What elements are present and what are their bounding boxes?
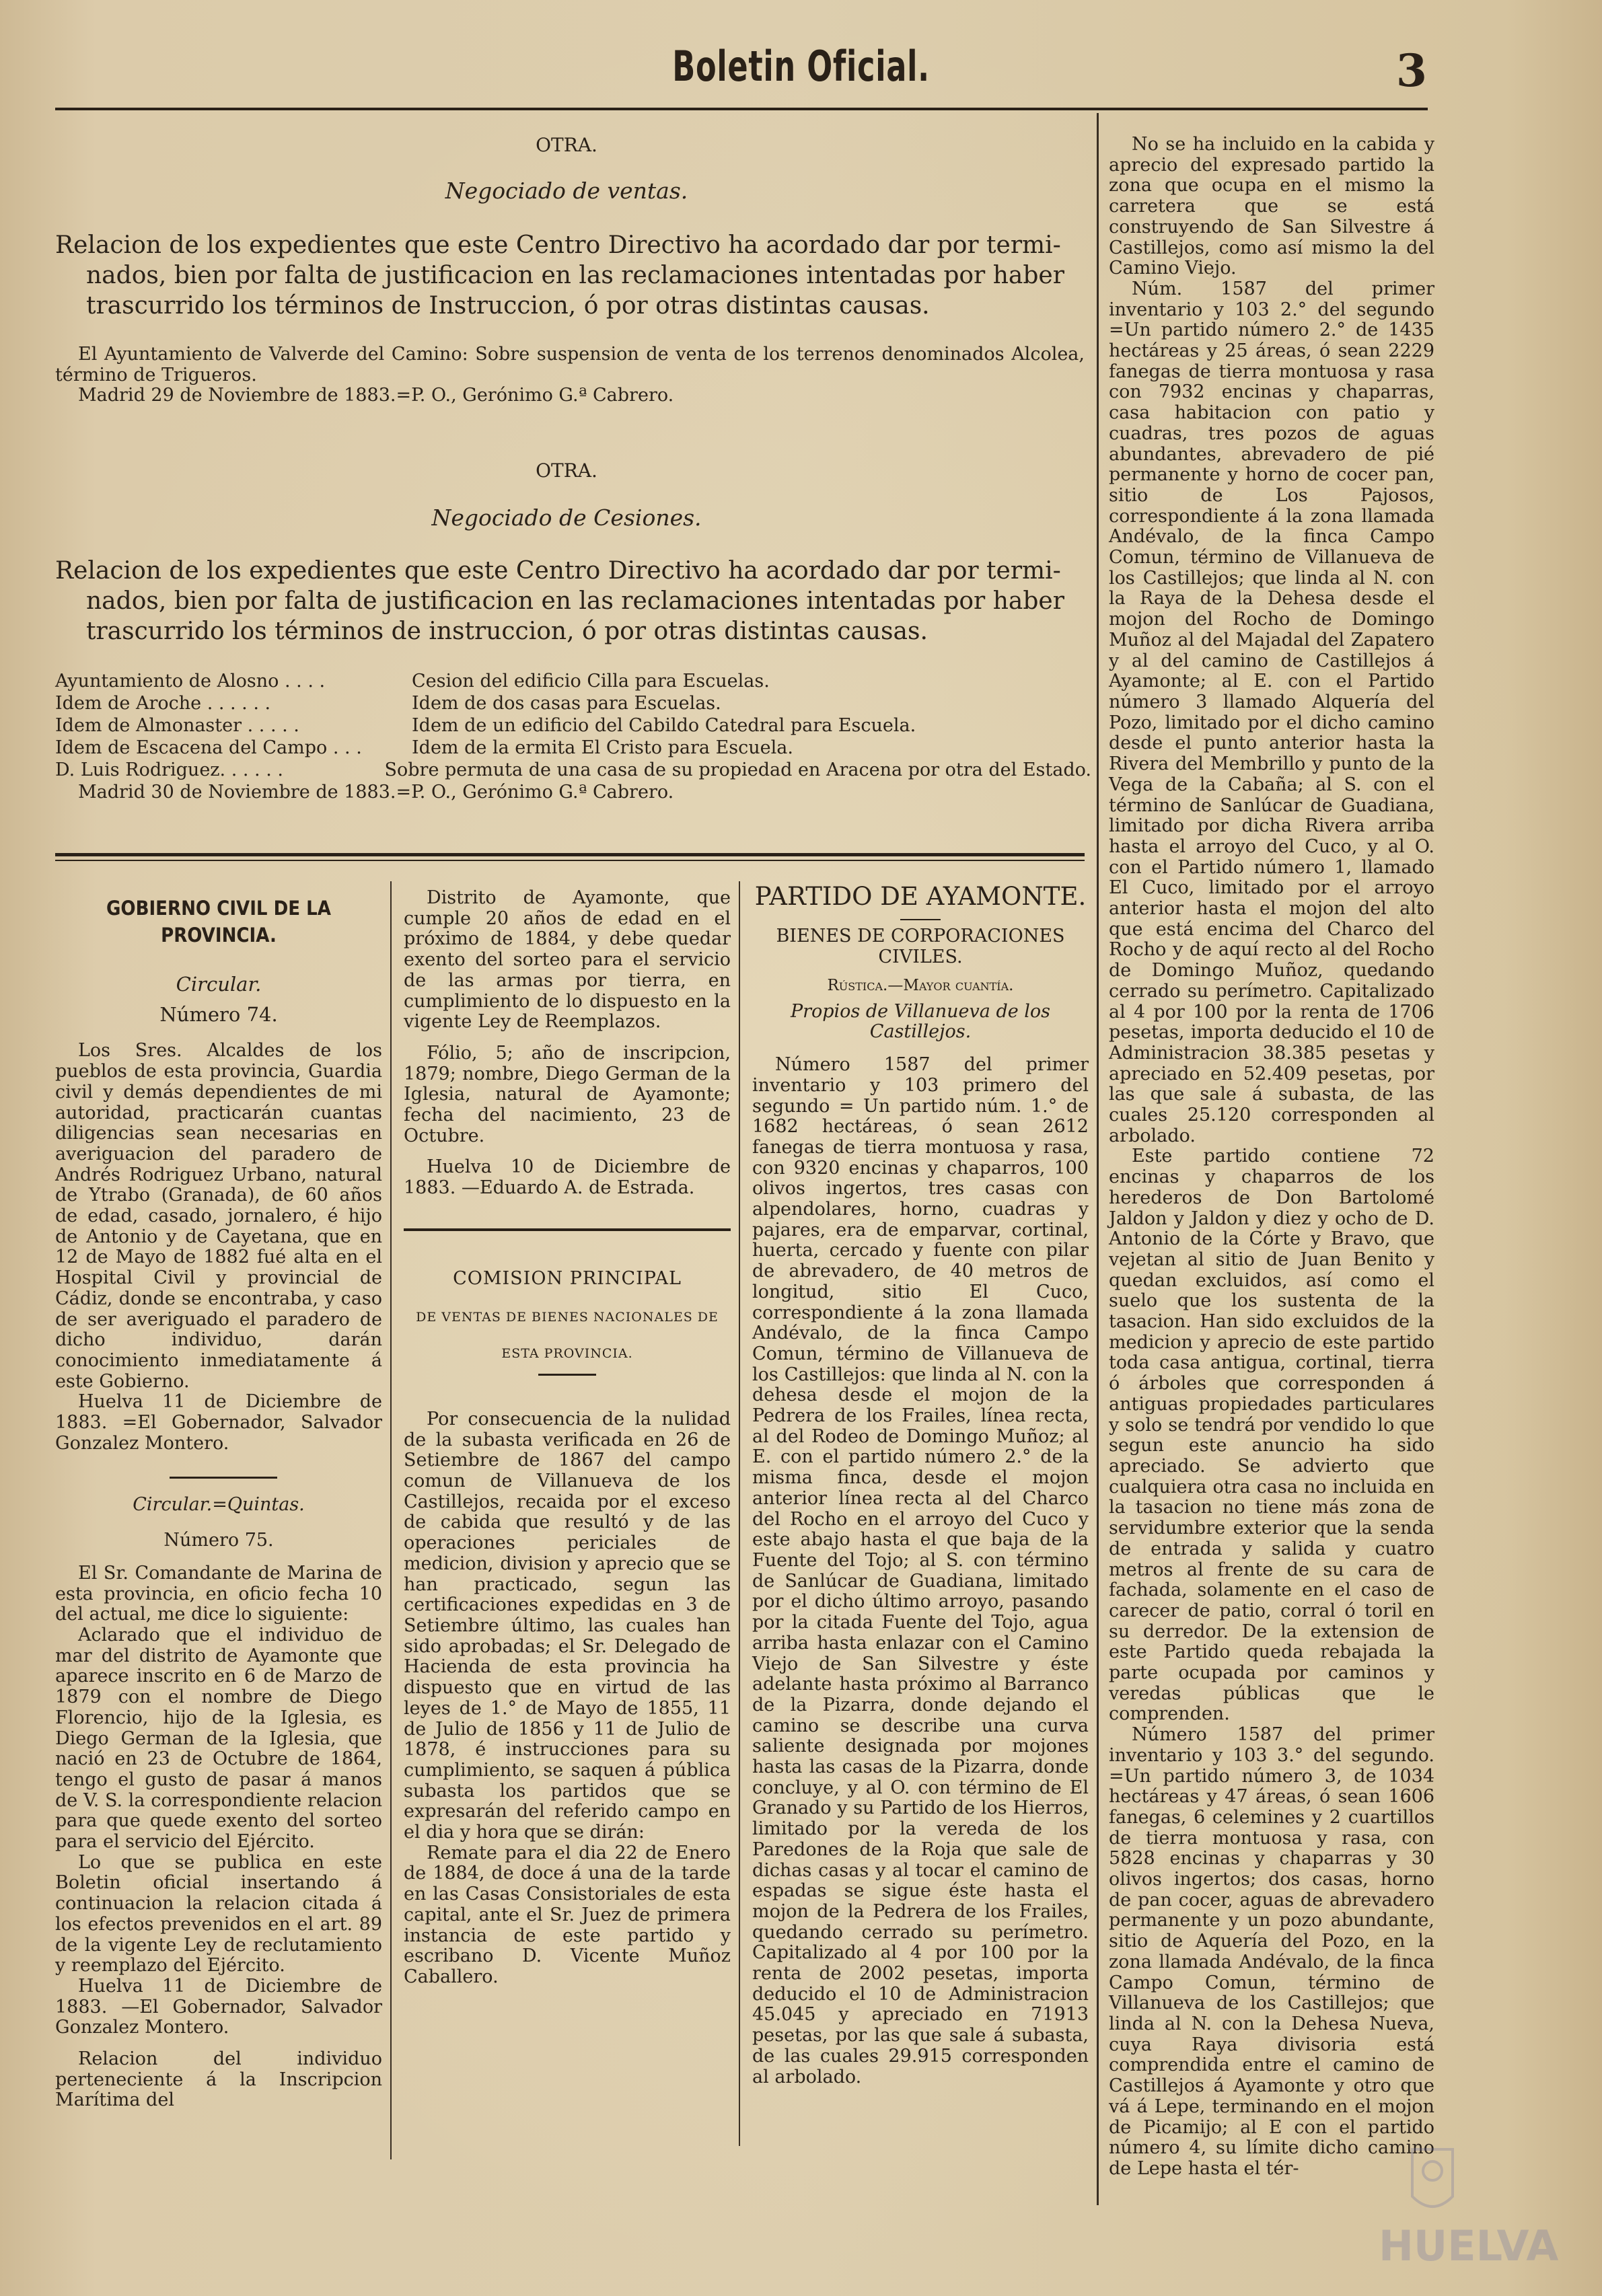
paragraph: Por consecuencia de la nulidad de la subasta verificada en 26 de Setiembre de 1867 del campo comun de Villanueva de los Castillejos, recaida por el exceso de cabida que resultó y de las operaciones periciales de medicion, division y aprecio que se han practicado, segun las certificaciones expedidas en 3 de Setiembre último, las cuales han sido aprobadas; el Sr. Delegado de Hacienda de esta provincia ha dispuesto que en virtud de las leyes de 1.° de Mayo de 1855, 11 de Julio de 1856 y 11 de Julio de 1878, é instrucciones para su cumplimiento, se saquen á pública subasta los partidos que se expresarán del referido campo en el dia y hora que se dirán: <box>404 1408 731 1843</box>
row-desc: Idem de dos casas para Escuelas. <box>412 693 721 714</box>
row-desc: Sobre permuta de una casa de su propiedad en Aracena por otra del Estado. <box>384 760 1091 780</box>
propios-label: Propios de Villanueva de los Castillejos. <box>790 1000 1051 1043</box>
signature-line: Huelva 11 de Diciembre de 1883. —El Gobernador, Salvador Gonzalez Montero. <box>55 1975 382 2038</box>
paragraph: Distrito de Ayamonte, que cumple 20 años de edad en el próximo de 1884, y debe quedar exento del sorteo para el servicio de las armas por tierra, en cumplimiento de lo dispuesto en la vigente Ley de Reemplazos. <box>404 887 731 1033</box>
column-rule <box>1097 113 1099 2205</box>
table-row <box>55 714 1091 737</box>
entry-valverde <box>55 344 1085 406</box>
paragraph: Número 1587 del primer inventario y 103 primero del segundo = Un partido núm. 1.° de 1682 hectáreas, ó sean 2612 fanegas de tierra montuosa y rasa, con 9320 encinas y chaparros, 100 olivos ingertos, tres casas con alpendolares, horno, cuadras y pajares, era de emparvar, cortinal, huerta, cercado y fuente con pilar de abrevadero, de 40 metros de longitud, sitio El Cuco, correspondiente á la zona llamada Andévalo, de la finca Campo Comun, término de Villanueva de los Castillejos: que linda al N. con la dehesa desde el mojon de la Pedrera de los Frailes, línea recta, al del Rodeo de Domingo Muñoz; al E. con el partido número 2.° de la misma finca, desde el mojon anterior línea recta al del Charco del Rocho en el arroyo del Cuco y este abajo hasta el que baja de la Fuente del Tojo; al S. con término de Sanlúcar de Guadiana, limitado por el dicho último arroyo, pasando por la citada Fuente del Tojo, agua arriba hasta enlazar con el Camino Viejo de San Silvestre y éste adelante hasta próximo al Barranco de la Pizarra, donde dejando el camino se describe una curva saliente designada por mojones hasta las casas de la Pizarra, donde concluye, y al O. con término de El Granado y su Partido de los Hierros, limitado por la vereda de los Paredones de la Roja que sale de dichas casas y al tocar el camino de espadas se sigue éste hasta el mojon de la Pedrera de los Frailes, quedando cerrado su perímetro. Capitalizado al 4 por 100 por la renta de 2002 pesetas, importa deducido el 10 de Administracion 45.045 y apreciado en 71913 pesetas, por las que sale á subasta, de las cuales 29.915 corresponden al arbolado. <box>752 1054 1089 2087</box>
relacion-line: Relacion de los expedientes que este Centro Directivo ha acordado dar por termi- <box>55 231 1061 259</box>
numero-75: Número 75. <box>163 1530 274 1551</box>
negociado-cesiones: Negociado de Cesiones. <box>431 505 702 531</box>
paragraph: Número 1587 del primer inventario y 103 3.° del segundo. =Un partido número 3, de 1034 hectáreas y 47 áreas, ó sean 1606 fanegas, 6 celemines y 2 cuartillos de tierra montuosa y rasa, con 5828 encinas y chaparras y 30 olivos ingertos; dos casas, horno de pan cocer, aguas de abrevadero permanente y un pozo abundante, sitio de Aquería del Pozo, en la zona llamada Andévalo, de la finca Campo Comun, término de Villanueva de los Castillejos; que linda al N. con la Dehesa Nueva, cuya Raya divisoria está comprendida entre el camino de Castillejos á Ayamonte y otro que vá á Lepe, terminando en el mojon de Picamijo; al E con el partido número 4, su límite dicho camino de Lepe hasta el tér- <box>1109 1724 1434 2179</box>
short-rule <box>538 1374 596 1376</box>
relacion-line: Relacion de los expedientes que este Centro Directivo ha acordado dar por termi- <box>55 557 1061 585</box>
paragraph: El Sr. Comandante de Marina de esta provincia, en oficio fecha 10 del actual, me dice lo siguiente: <box>55 1562 382 1625</box>
page-header <box>0 42 1602 102</box>
library-seal-watermark <box>1372 2136 1574 2277</box>
column-rule <box>390 881 392 2159</box>
paragraph: No se ha incluido en la cabida y aprecio del expresado partido la zona que ocupa en el mismo la carretera que se está construyendo de San Silvestre á Castillejos, como así mismo la del Camino Viejo. <box>1109 134 1434 279</box>
paragraph: Lo que se publica en este Boletin oficial insertando á continuacion la relacion citada á los efectos prevenidos en el art. 89 de la vigente Ley de reclutamiento y reemplazo del Ejército. <box>55 1851 382 1976</box>
relacion-cesiones <box>55 556 1091 646</box>
relacion-line: nados, bien por falta de justificacion en las reclamaciones intentadas por haber <box>86 587 1064 615</box>
otra-heading-1: OTRA. <box>536 134 597 156</box>
row-name: Idem de Escacena del Campo . . . <box>55 737 362 758</box>
row-name: D. Luis Rodriguez. . . . . . <box>55 760 283 780</box>
signature-text: Madrid 30 de Noviembre de 1883.=P. O., Gerónimo G.ª Cabrero. <box>78 782 674 803</box>
numero-74: Número 74. <box>159 1002 278 1026</box>
provincia-heading: ESTA PROVINCIA. <box>501 1346 633 1362</box>
column-rule <box>739 881 740 2146</box>
signature-line: Huelva 10 de Diciembre de 1883. —Eduardo A. de Estrada. <box>404 1156 731 1199</box>
table-row <box>55 759 1091 781</box>
signature-line <box>55 781 1091 803</box>
ventas-heading: DE VENTAS DE BIENES NACIONALES DE <box>416 1309 719 1325</box>
signature-line: Huelva 11 de Diciembre de 1883. =El Gobernador, Salvador Gonzalez Montero. <box>55 1391 382 1454</box>
relacion-line: trascurrido los términos de Instruccion, ó por otras distintas causas. <box>86 292 930 320</box>
section-rule <box>55 853 1085 856</box>
page-number: 3 <box>1396 44 1427 97</box>
row-name: Idem de Almonaster . . . . . <box>55 715 299 736</box>
circular-quintas: Circular.=Quintas. <box>133 1494 305 1516</box>
column-4 <box>1109 135 1434 2180</box>
paragraph: Relacion del individuo perteneciente á la Inscripcion Marítima del <box>55 2048 382 2111</box>
bienes-heading: BIENES DE CORPORACIONES CIVILES. <box>776 926 1065 967</box>
row-name: Ayuntamiento de Alosno . . . . <box>55 671 326 692</box>
entry-text: El Ayuntamiento de Valverde del Camino: Sobre suspension de venta de los terrenos denominados Alcolea, término de Trigueros. <box>55 344 1085 385</box>
column-1 <box>55 895 382 2111</box>
column-2 <box>404 888 731 1988</box>
relacion-ventas <box>55 230 1091 321</box>
header-rule <box>55 108 1428 110</box>
comision-heading: COMISION PRINCIPAL <box>453 1267 682 1289</box>
relacion-line: trascurrido los términos de instruccion, ó por otras distintas causas. <box>86 618 928 645</box>
signature-line: Madrid 29 de Noviembre de 1883.=P. O., Gerónimo G.ª Cabrero. <box>78 385 674 406</box>
table-row <box>55 692 1091 714</box>
cesiones-table <box>55 670 1091 803</box>
row-name: Idem de Aroche . . . . . . <box>55 693 271 714</box>
partido-heading: PARTIDO DE AYAMONTE. <box>754 882 1087 911</box>
row-desc: Idem de la ermita El Cristo para Escuela. <box>412 737 793 758</box>
circular-label: Circular. <box>176 973 262 996</box>
paragraph: Núm. 1587 del primer inventario y 103 2.° del segundo =Un partido número 2.° de 1435 hectáreas y 25 áreas, ó sean 2229 fanegas de tierra montuosa y rasa con 7932 encinas y chaparras, casa habitacion con patio y cuadras, tres pozos de aguas abundantes, abrevadero de pié permanente y horno de cocer pan, sitio de Los Pajosos, correspondiente á la zona llamada Andévalo, de la finca Campo Comun, término de Villanueva de los Castillejos; que linda al N. con la Raya de la Dehesa desde el mojon del Rocho de Domingo Muñoz al del Majadal del Zapatero y al del camino de Castillejos á Ayamonte; al E. con el Partido número 3 llamado Alquería del Pozo, limitado por el dicho camino desde el punto anterior hasta la Rivera del Membrillo y punto de la Vega de la Cabaña; al S. con el término de Sanlúcar de Guadiana, limitado por dicha Rivera arriba hasta el arroyo del Cuco, y al O. con el Partido número 1, llamado El Cuco, limitado por el arroyo anterior hasta el mojon del alto que está encima del Charco del Rocho y de aquí recto al del Rocho de Domingo Muñoz, quedando cerrado su perímetro. Capitalizado al 4 por 100 por la renta de 1706 pesetas, importa deducido el 10 de Administracion 38.385 pesetas y apreciado en 52.409 pesetas, por las que sale á subasta, de las cuales 25.120 corresponden al arbolado. <box>1109 278 1434 1146</box>
paragraph: Los Sres. Alcaldes de los pueblos de esta provincia, Guardia civil y demás dependientes de mi autoridad, practicarán cuantas diligencias sean necesarias en averiguacion del paradero de Andrés Rodriguez Urbano, natural de Ytrabo (Granada), de 60 años de edad, casado, jornalero, é hijo de Antonio y de Cayetana, que en 12 de Mayo de 1882 fué alta en el Hospital Civil y provincial de Cádiz, donde se encontraba, y caso de ser averiguado el paradero de dicho individuo, darán conocimiento inmediatamente á este Gobierno. <box>55 1040 382 1392</box>
table-row <box>55 670 1091 692</box>
section-rule <box>404 1228 731 1231</box>
table-row <box>55 737 1091 759</box>
negociado-ventas: Negociado de ventas. <box>445 178 688 204</box>
column-3 <box>752 881 1089 2087</box>
paragraph: Remate para el dia 22 de Enero de 1884, de doce á una de la tarde en las Casas Consistoriales de esta capital, ante el Sr. Juez de primera instancia de este partido y escribano D. Vicente Muñoz Caballero. <box>404 1842 731 1987</box>
relacion-line: nados, bien por falta de justificacion en las reclamaciones intentadas por haber <box>86 262 1064 289</box>
rustica-label: Rústica.—Mayor cuantía. <box>827 977 1014 994</box>
newspaper-title: Boletin Oficial. <box>672 42 930 91</box>
paragraph: Fólio, 5; año de inscripcion, 1879; nombre, Diego German de la Iglesia, natural de Ayamonte; fecha del nacimiento, 23 de Octubre. <box>404 1042 731 1146</box>
short-rule <box>170 1477 277 1479</box>
paragraph: Aclarado que el individuo de mar del distrito de Ayamonte que aparece inscrito en 6 de Marzo de 1879 con el nombre de Diego Florencio, hijo de la Iglesia, es Diego German de la Iglesia, que nació en 23 de Octubre de 1864, tengo el gusto de pasar á manos de V. S. la correspondiente relacion para que quede exento del sorteo para el servicio del Ejército. <box>55 1624 382 1853</box>
paragraph: Este partido contiene 72 encinas y chaparros de los herederos de Don Bartolomé Jaldon y Jaldon y diez y ocho de D. Antonio de la Córte y Bravo, que vejetan al sitio de Juan Benito y quedan excluidos, así como el suelo que los sustenta de la tasacion. Han sido excluidos de la medicion y aprecio de este partido toda casa antigua, cortinal, tierra ó árboles que corresponden á antiguas propiedades particulares y solo se tendrá por vendido lo que segun este anuncio ha sido apreciado. Se advierto que cualquiera otra casa no incluida en la tasacion no tiene más zona de servidumbre exterior que la senda de entrada y salida y cuatro metros al frente de su cara de fachada, solamente en el caso de carecer de patio, corral ó toril en su derredor. De la extension de este Partido queda rebajada la parte ocupada por caminos y veredas públicas que le comprenden. <box>1109 1146 1434 1725</box>
otra-heading-2: OTRA. <box>536 459 597 482</box>
section-rule-thin <box>55 860 1085 861</box>
short-rule <box>900 919 941 920</box>
watermark-label: HUELVA <box>1379 2221 1559 2270</box>
row-desc: Idem de un edificio del Cabildo Catedral para Escuela. <box>412 715 916 736</box>
gobierno-heading: GOBIERNO CIVIL DE LA PROVINCIA. <box>106 897 331 947</box>
row-desc: Cesion del edificio Cilla para Escuelas. <box>412 671 770 692</box>
